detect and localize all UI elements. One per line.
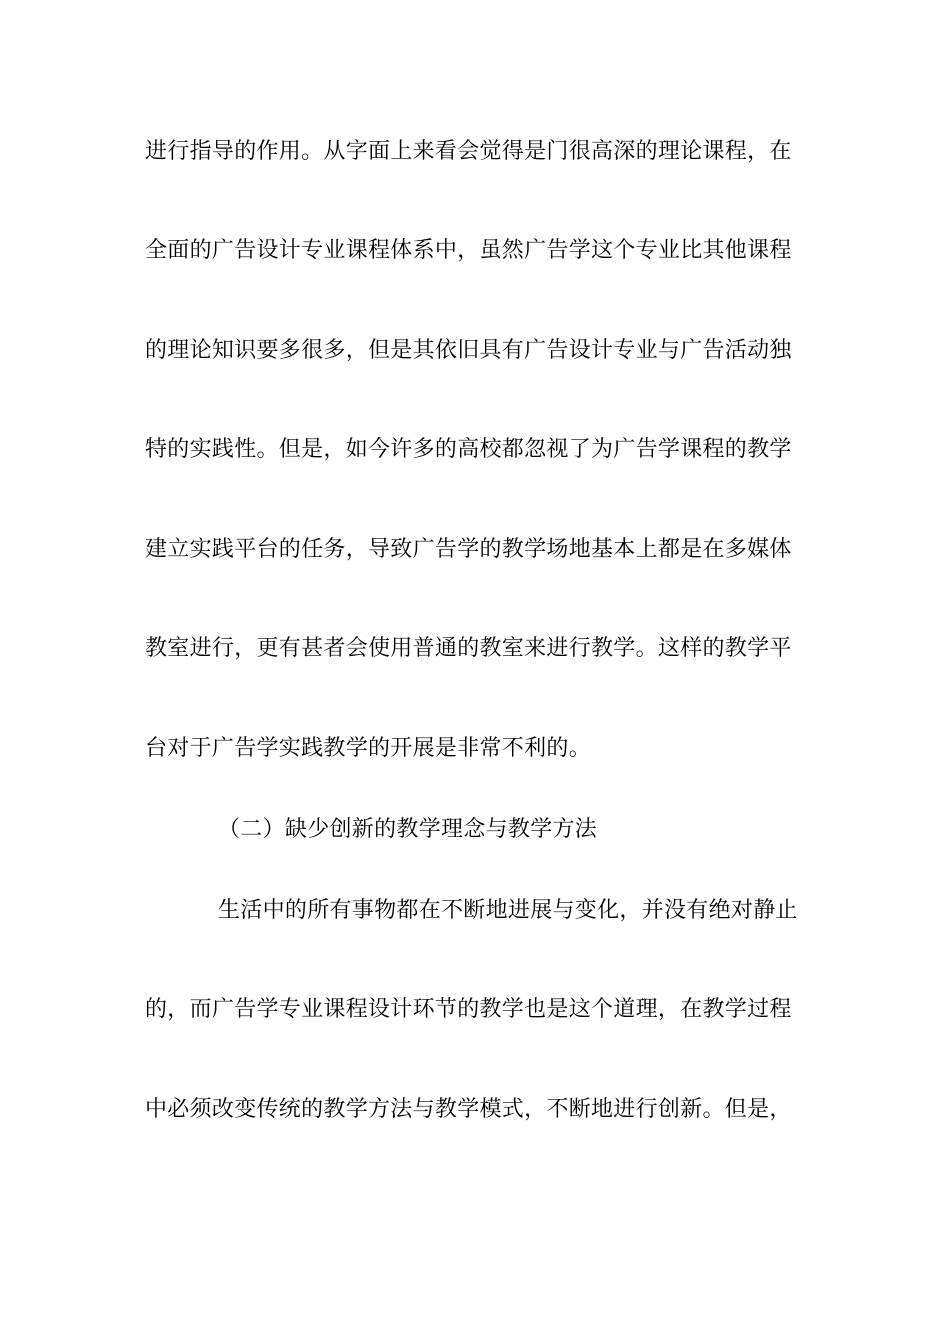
paragraph-line: 的，而广告学专业课程设计环节的教学也是这个道理，在教学过程 xyxy=(145,997,792,1022)
paragraph-line: 教室进行，更有甚者会使用普通的教室来进行教学。这样的教学平 xyxy=(145,636,792,661)
paragraph-line: 特的实践性。但是，如今许多的高校都忽视了为广告学课程的教学 xyxy=(145,437,792,462)
paragraph-line: 中必须改变传统的教学方法与教学模式，不断地进行创新。但是， xyxy=(145,1097,792,1122)
paragraph-line: 全面的广告设计专业课程体系中，虽然广告学这个专业比其他课程 xyxy=(145,238,792,263)
paragraph-line: 台对于广告学实践教学的开展是非常不利的。 xyxy=(145,736,592,761)
paragraph-line: 建立实践平台的任务，导致广告学的教学场地基本上都是在多媒体 xyxy=(145,537,792,562)
paragraph-line: 的理论知识要多很多，但是其依旧具有广告设计专业与广告活动独 xyxy=(145,338,792,363)
section-heading: （二）缺少创新的教学理念与教学方法 xyxy=(218,817,598,842)
paragraph-line: 进行指导的作用。从字面上来看会觉得是门很高深的理论课程，在 xyxy=(145,139,792,164)
paragraph-line: 生活中的所有事物都在不断地进展与变化，并没有绝对静止 xyxy=(218,898,798,923)
